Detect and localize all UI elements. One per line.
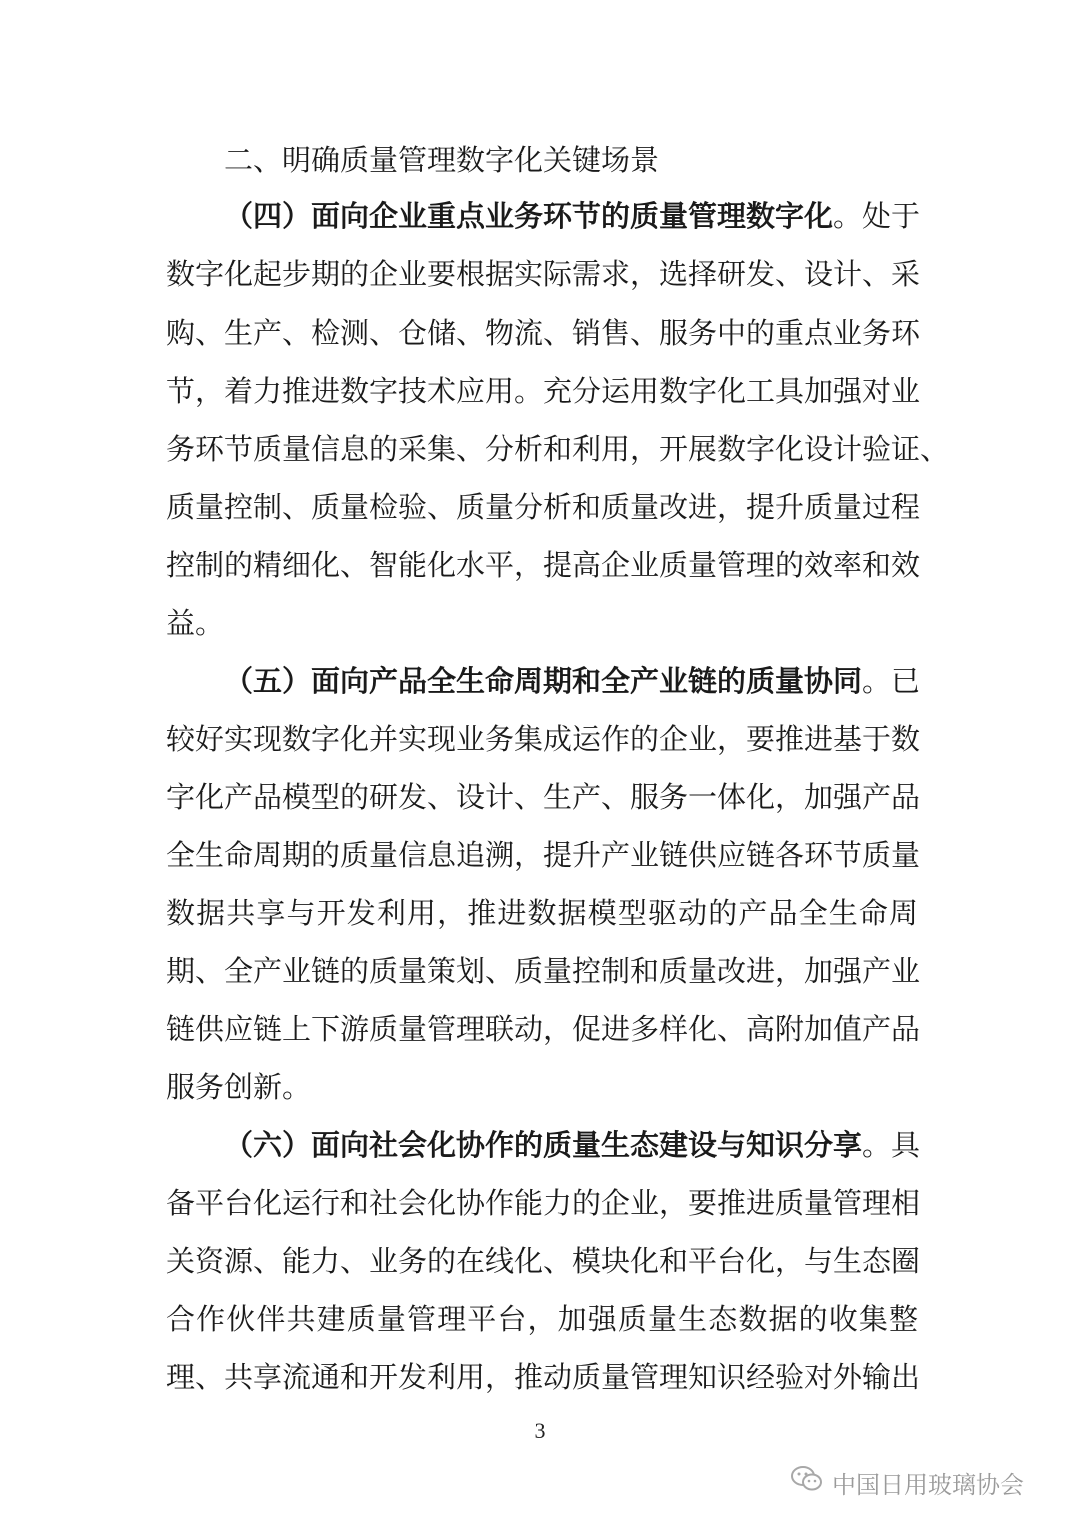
paragraph-line: 链供应链上下游质量管理联动，促进多样化、高附加值产品 bbox=[166, 1012, 921, 1046]
paragraph-line: 务环节质量信息的采集、分析和利用，开展数字化设计验证、 bbox=[166, 432, 950, 466]
paragraph-text: 。处于 bbox=[833, 199, 921, 233]
paragraph-line: 字化产品模型的研发、设计、生产、服务一体化，加强产品 bbox=[166, 780, 921, 814]
paragraph-line: 数据共享与开发利用，推进数据模型驱动的产品全生命周 bbox=[166, 896, 918, 930]
paragraph-line: 益。 bbox=[166, 606, 225, 640]
paragraph-line: 备平台化运行和社会化协作能力的企业，要推进质量管理相 bbox=[166, 1186, 921, 1220]
paragraph-text: 。已 bbox=[862, 664, 921, 698]
paragraph-line: 合作伙伴共建质量管理平台，加强质量生态数据的收集整 bbox=[166, 1302, 918, 1336]
paragraph-line: 节，着力推进数字技术应用。充分运用数字化工具加强对业 bbox=[166, 374, 921, 408]
paragraph-line: 数字化起步期的企业要根据实际需求，选择研发、设计、采 bbox=[166, 257, 921, 291]
paragraph-title: （五）面向产品全生命周期和全产业链的质量协同 bbox=[224, 664, 863, 698]
paragraph-line: 服务创新。 bbox=[166, 1070, 312, 1104]
paragraph-line: 全生命周期的质量信息追溯，提升产业链供应链各环节质量 bbox=[166, 838, 921, 872]
paragraph-line: 控制的精细化、智能化水平，提高企业质量管理的效率和效 bbox=[166, 548, 921, 582]
paragraph-first-line bbox=[224, 1125, 921, 1165]
section-heading: 二、明确质量管理数字化关键场景 bbox=[224, 143, 660, 177]
watermark bbox=[790, 1462, 1024, 1502]
paragraph-line: 期、全产业链的质量策划、质量控制和质量改进，加强产业 bbox=[166, 954, 921, 988]
paragraph-title: （四）面向企业重点业务环节的质量管理数字化 bbox=[224, 199, 834, 233]
paragraph-text: 。具 bbox=[862, 1128, 921, 1162]
paragraph-title: （六）面向社会化协作的质量生态建设与知识分享 bbox=[224, 1128, 863, 1162]
paragraph-line: 较好实现数字化并实现业务集成运作的企业，要推进基于数 bbox=[166, 722, 921, 756]
paragraph-line: 质量控制、质量检验、质量分析和质量改进，提升质量过程 bbox=[166, 490, 921, 524]
paragraph-line: 理、共享流通和开发利用，推动质量管理知识经验对外输出 bbox=[166, 1360, 921, 1394]
watermark-text: 中国日用玻璃协会 bbox=[832, 1470, 1024, 1499]
paragraph-first-line bbox=[224, 196, 921, 236]
paragraph-line: 关资源、能力、业务的在线化、模块化和平台化，与生态圈 bbox=[166, 1244, 921, 1278]
wechat-icon bbox=[790, 1464, 824, 1500]
page-number: 3 bbox=[534, 1418, 546, 1443]
paragraph-line: 购、生产、检测、仓储、物流、销售、服务中的重点业务环 bbox=[166, 316, 921, 350]
paragraph-first-line bbox=[224, 661, 921, 701]
